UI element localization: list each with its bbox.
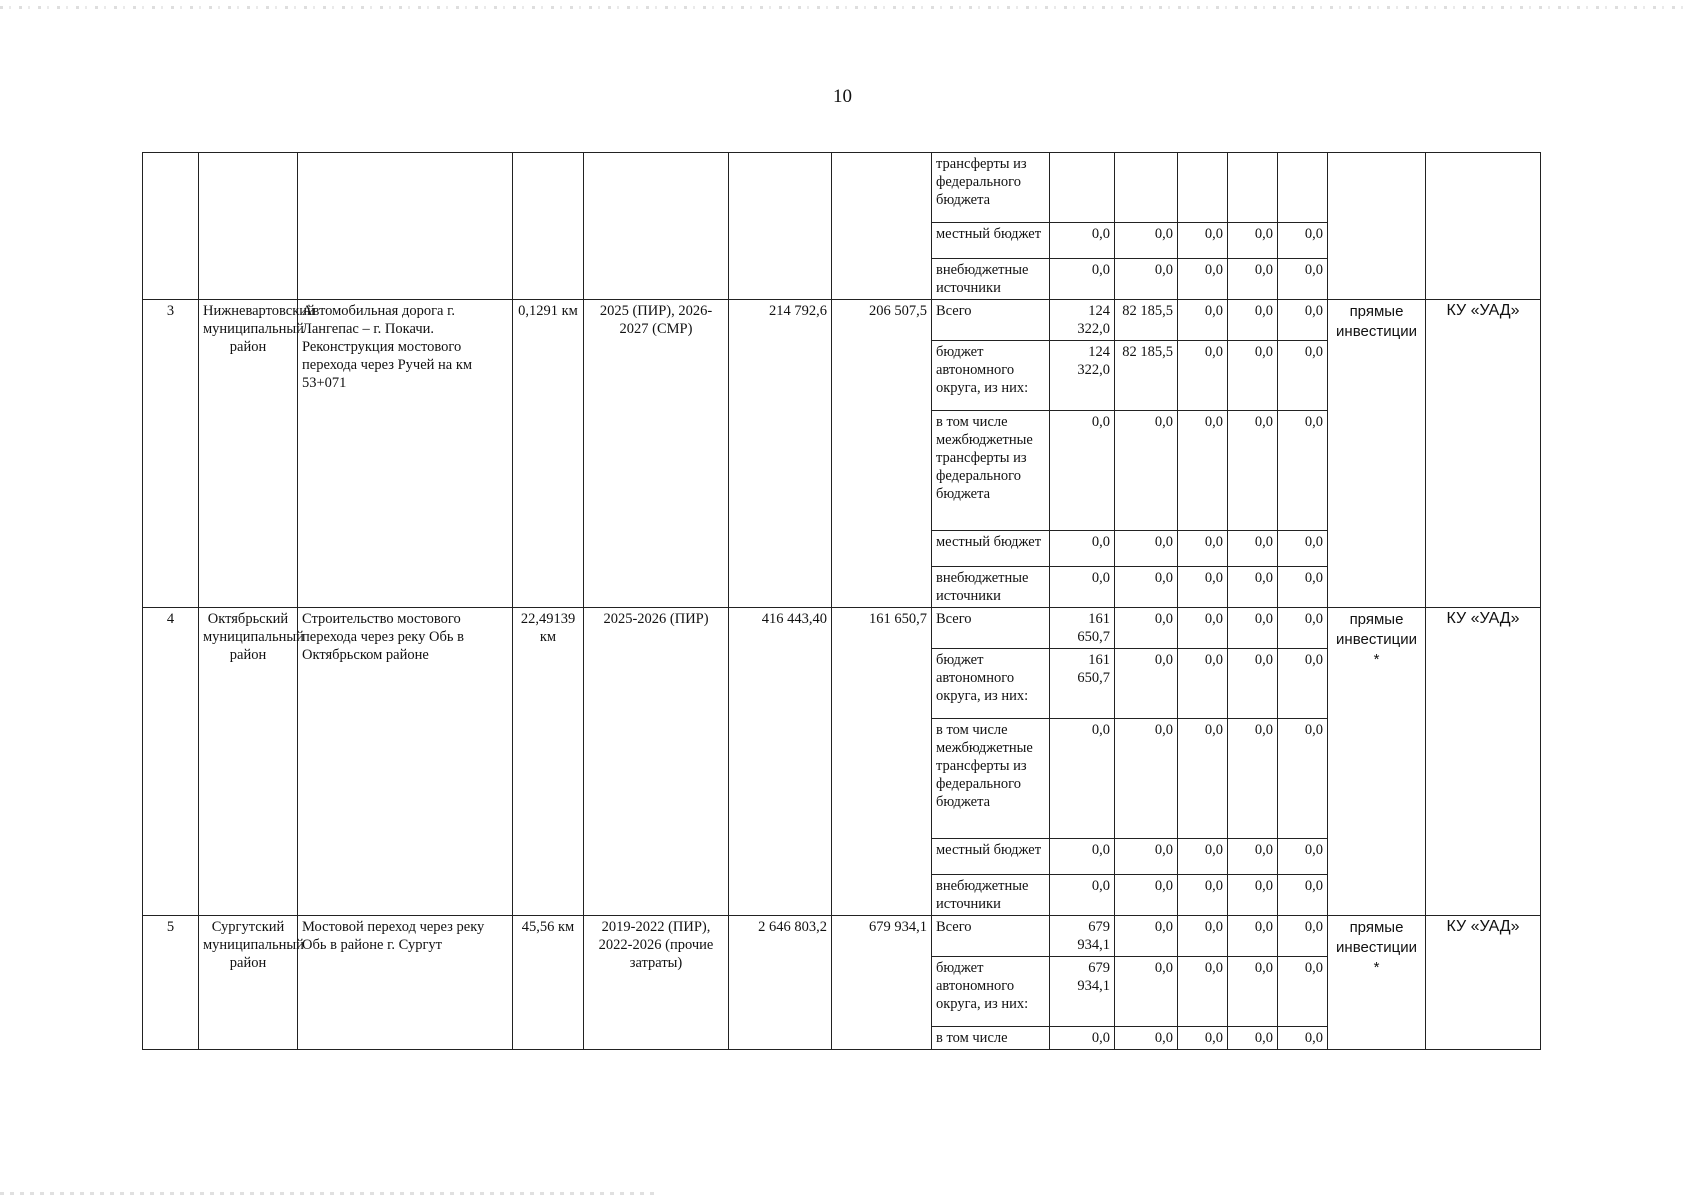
funding-value: 0,0 (1050, 875, 1115, 916)
funding-value: 0,0 (1115, 1027, 1178, 1050)
project-cost: 214 792,6 (729, 300, 832, 608)
funding-value: 0,0 (1178, 341, 1228, 411)
continuation-cell (143, 153, 199, 300)
funding-value: 0,0 (1278, 1027, 1328, 1050)
funding-value: 0,0 (1115, 608, 1178, 649)
funding-value: 0,0 (1228, 411, 1278, 531)
funding-value: 0,0 (1115, 223, 1178, 259)
funding-value: 0,0 (1115, 531, 1178, 567)
funding-value: 0,0 (1228, 916, 1278, 957)
funding-source-label: местный бюджет (932, 839, 1050, 875)
funding-source-label: внебюджетные источники (932, 259, 1050, 300)
investment-type: прямые инвестиции (1328, 300, 1426, 608)
funding-source-label: в том числе (932, 1027, 1050, 1050)
project-period: 2019-2022 (ПИР), 2022-2026 (прочие затраты) (584, 916, 729, 1050)
funding-source-label: бюджет автономного округа, из них: (932, 341, 1050, 411)
table-row (143, 300, 1541, 341)
project-name: Автомобильная дорога г. Лангепас – г. Покачи. Реконструкция мостового перехода через Ручей на км 53+071 (298, 300, 513, 608)
continuation-cell (584, 153, 729, 300)
funding-value: 0,0 (1278, 341, 1328, 411)
funding-value: 0,0 (1278, 608, 1328, 649)
scan-artifact-top (0, 6, 1686, 9)
funding-value: 0,0 (1178, 649, 1228, 719)
funding-value: 0,0 (1178, 531, 1228, 567)
funding-value: 0,0 (1178, 223, 1228, 259)
funding-value: 0,0 (1228, 223, 1278, 259)
funding-value: 0,0 (1228, 1027, 1278, 1050)
funding-source-label: трансферты из федерального бюджета (932, 153, 1050, 223)
project-number: 3 (143, 300, 199, 608)
funding-value: 0,0 (1178, 875, 1228, 916)
funding-value: 0,0 (1278, 875, 1328, 916)
investment-table (142, 152, 1541, 1050)
funding-value: 0,0 (1178, 259, 1228, 300)
funding-value: 0,0 (1050, 719, 1115, 839)
project-capacity: 45,56 км (513, 916, 584, 1050)
responsible-organization: КУ «УАД» (1426, 916, 1541, 1050)
funding-value: 0,0 (1228, 567, 1278, 608)
funding-value: 0,0 (1050, 259, 1115, 300)
funding-value: 0,0 (1178, 916, 1228, 957)
continuation-cell (199, 153, 298, 300)
continuation-cell (1426, 153, 1541, 300)
funding-value: 0,0 (1115, 567, 1178, 608)
funding-value: 679 934,1 (1050, 916, 1115, 957)
project-name: Строительство мостового перехода через реку Обь в Октябрьском районе (298, 608, 513, 916)
continuation-cell (298, 153, 513, 300)
funding-value: 0,0 (1278, 719, 1328, 839)
continuation-cell (832, 153, 932, 300)
project-number: 4 (143, 608, 199, 916)
table-row (143, 916, 1541, 957)
funding-value: 161 650,7 (1050, 649, 1115, 719)
table-row (143, 153, 1541, 223)
funding-source-label: бюджет автономного округа, из них: (932, 957, 1050, 1027)
funding-source-label: в том числе межбюджетные трансферты из федерального бюджета (932, 719, 1050, 839)
funding-value: 0,0 (1178, 839, 1228, 875)
funding-value: 124 322,0 (1050, 300, 1115, 341)
responsible-organization: КУ «УАД» (1426, 608, 1541, 916)
table-row (143, 608, 1541, 649)
project-cost: 2 646 803,2 (729, 916, 832, 1050)
funding-value: 124 322,0 (1050, 341, 1115, 411)
funding-value: 0,0 (1278, 916, 1328, 957)
project-number: 5 (143, 916, 199, 1050)
project-remaining-cost: 679 934,1 (832, 916, 932, 1050)
funding-source-label: внебюджетные источники (932, 567, 1050, 608)
funding-value: 0,0 (1228, 875, 1278, 916)
funding-value: 679 934,1 (1050, 957, 1115, 1027)
funding-value: 0,0 (1278, 531, 1328, 567)
funding-source-label: местный бюджет (932, 223, 1050, 259)
funding-value: 0,0 (1115, 719, 1178, 839)
funding-value: 0,0 (1278, 567, 1328, 608)
funding-value: 0,0 (1278, 649, 1328, 719)
funding-value: 0,0 (1050, 567, 1115, 608)
funding-value: 0,0 (1228, 839, 1278, 875)
funding-value: 82 185,5 (1115, 300, 1178, 341)
responsible-organization: КУ «УАД» (1426, 300, 1541, 608)
funding-value: 0,0 (1115, 411, 1178, 531)
project-district: Октябрьский муниципальный район (199, 608, 298, 916)
scan-artifact-bottom (0, 1192, 660, 1195)
funding-value: 0,0 (1050, 531, 1115, 567)
project-period: 2025 (ПИР), 2026-2027 (СМР) (584, 300, 729, 608)
funding-value: 0,0 (1228, 649, 1278, 719)
funding-value: 0,0 (1228, 300, 1278, 341)
funding-source-label: Всего (932, 300, 1050, 341)
funding-value: 0,0 (1228, 719, 1278, 839)
funding-value: 0,0 (1278, 957, 1328, 1027)
funding-value: 0,0 (1278, 411, 1328, 531)
project-remaining-cost: 161 650,7 (832, 608, 932, 916)
project-capacity: 0,1291 км (513, 300, 584, 608)
continuation-cell (729, 153, 832, 300)
project-capacity: 22,49139 км (513, 608, 584, 916)
funding-source-label: бюджет автономного округа, из них: (932, 649, 1050, 719)
project-district: Сургутский муниципальный район (199, 916, 298, 1050)
funding-value: 0,0 (1050, 1027, 1115, 1050)
funding-value: 0,0 (1228, 259, 1278, 300)
funding-value: 0,0 (1178, 719, 1228, 839)
funding-value (1178, 153, 1228, 223)
investment-type: прямые инвестиции * (1328, 608, 1426, 916)
continuation-cell (513, 153, 584, 300)
continuation-cell (1328, 153, 1426, 300)
funding-value: 0,0 (1050, 411, 1115, 531)
funding-value: 0,0 (1178, 300, 1228, 341)
funding-value (1228, 153, 1278, 223)
project-period: 2025-2026 (ПИР) (584, 608, 729, 916)
funding-value: 0,0 (1115, 957, 1178, 1027)
funding-source-label: в том числе межбюджетные трансферты из федерального бюджета (932, 411, 1050, 531)
funding-value: 0,0 (1228, 531, 1278, 567)
page-number: 10 (833, 86, 852, 107)
project-cost: 416 443,40 (729, 608, 832, 916)
project-name: Мостовой переход через реку Обь в районе г. Сургут (298, 916, 513, 1050)
funding-value (1115, 153, 1178, 223)
funding-source-label: местный бюджет (932, 531, 1050, 567)
funding-value: 0,0 (1278, 223, 1328, 259)
funding-value: 0,0 (1228, 957, 1278, 1027)
funding-value: 0,0 (1115, 259, 1178, 300)
funding-value: 0,0 (1178, 567, 1228, 608)
funding-value: 0,0 (1178, 957, 1228, 1027)
project-remaining-cost: 206 507,5 (832, 300, 932, 608)
funding-value: 0,0 (1228, 608, 1278, 649)
funding-value: 0,0 (1278, 259, 1328, 300)
funding-source-label: внебюджетные источники (932, 875, 1050, 916)
investment-type: прямые инвестиции * (1328, 916, 1426, 1050)
funding-value: 0,0 (1115, 875, 1178, 916)
funding-value (1278, 153, 1328, 223)
funding-value: 0,0 (1178, 608, 1228, 649)
funding-value: 82 185,5 (1115, 341, 1178, 411)
funding-value: 0,0 (1178, 411, 1228, 531)
funding-value: 0,0 (1278, 839, 1328, 875)
funding-value (1050, 153, 1115, 223)
funding-value: 0,0 (1115, 649, 1178, 719)
funding-source-label: Всего (932, 608, 1050, 649)
funding-value: 0,0 (1178, 1027, 1228, 1050)
funding-value: 0,0 (1278, 300, 1328, 341)
funding-value: 0,0 (1228, 341, 1278, 411)
project-district: Нижневартовский муниципальный район (199, 300, 298, 608)
funding-source-label: Всего (932, 916, 1050, 957)
funding-value: 161 650,7 (1050, 608, 1115, 649)
funding-value: 0,0 (1050, 223, 1115, 259)
funding-value: 0,0 (1050, 839, 1115, 875)
funding-value: 0,0 (1115, 839, 1178, 875)
funding-value: 0,0 (1115, 916, 1178, 957)
